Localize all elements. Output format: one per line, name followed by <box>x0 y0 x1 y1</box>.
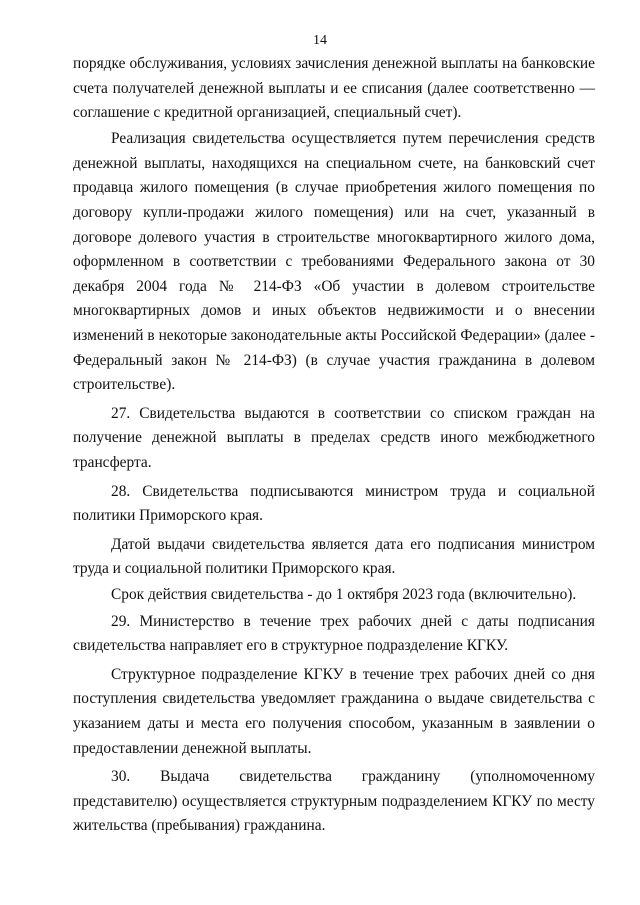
paragraph-item-27: 27. Свидетельства выдаются в соответствии со списком граждан на получение денежной выплаты в пределах средств иного межбюджетного трансферта. <box>73 404 595 471</box>
paragraph-continuation: порядке обслуживания, условиях зачисления денежной выплаты на банковские счета получателей денежной выплаты и ее списания (далее соответственно — соглашение с кредитной организацией, специальный счет). <box>73 55 595 122</box>
paragraph-item-30: 30. Выдача свидетельства гражданину (уполномоченному представителю) осуществляется структурным подразделением КГКУ по месту жительства (пребывания) гражданина. <box>73 768 595 835</box>
paragraph-certificate-realization: Реализация свидетельства осуществляется путем перечисления средств денежной выплаты, находящихся на специальном счете, на банковский счет продавца жилого помещения (в случае приобретения жилого помещения по договору купли-продажи жилого помещения) или на счет, указанный в договоре долевого участия в строительстве многоквартирного жилого дома, оформленном в соответствии с требованиями Федерального закона от 30 декабря 2004 года № 214-ФЗ «Об участии в долевом строительстве многоквартирных домов и иных объектов недвижимости и о внесении изменений в некоторые законодательные акты Российской Федерации» (далее - Федеральный закон № 214-ФЗ) (в случае участия гражданина в долевом строительстве). <box>73 130 595 394</box>
paragraph-item-28: 28. Свидетельства подписываются министром труда и социальной политики Приморского края. <box>73 482 595 525</box>
page-number: 14 <box>313 33 327 48</box>
paragraph-validity-period: Срок действия свидетельства - до 1 октября 2023 года (включительно). <box>111 586 577 604</box>
paragraph-item-29: 29. Министерство в течение трех рабочих дней с даты подписания свидетельства направляет его в структурное подразделение КГКУ. <box>73 612 595 655</box>
paragraph-issue-date: Датой выдачи свидетельства является дата его подписания министром труда и социальной политики Приморского края. <box>73 535 595 578</box>
paragraph-notification: Структурное подразделение КГКУ в течение трех рабочих дней со дня поступления свидетельства уведомляет гражданина о выдаче свидетельства с указанием даты и места его получения способом, указанным в заявлении о предоставлении денежной выплаты. <box>73 665 595 757</box>
document-body <box>73 52 595 840</box>
